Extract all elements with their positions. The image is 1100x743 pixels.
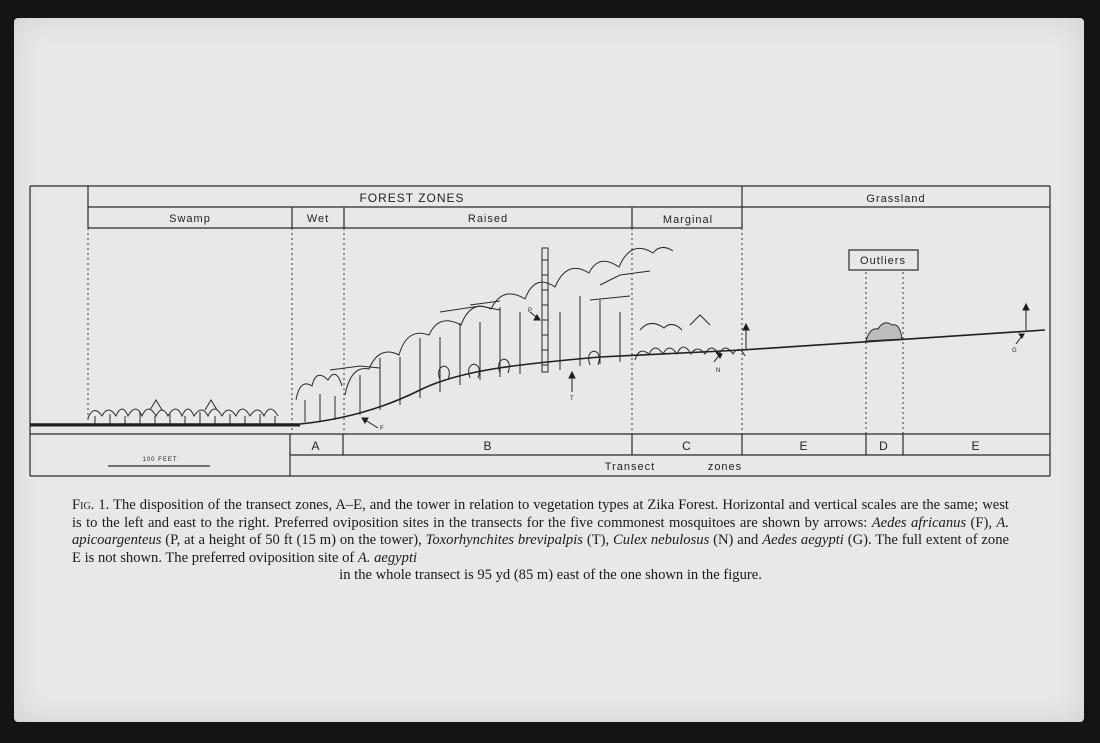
zone-c-label: C: [682, 439, 692, 453]
species-6: A. aegypti: [357, 549, 418, 566]
caption-text-6: (G). The full extent of zone E is not shown. The preferred oviposition site of: [72, 532, 1009, 566]
tower: [542, 248, 548, 372]
caption-text-2: (F),: [966, 514, 997, 531]
zone-a-label: A: [311, 439, 321, 453]
figure-caption: [72, 497, 1009, 585]
species-5: Aedes aegypti: [762, 532, 844, 548]
species-1: Aedes africanus: [871, 514, 967, 531]
species-4: Culex nebulosus: [612, 532, 710, 548]
forest-vegetation: [296, 247, 745, 422]
arrow-label-t: T: [570, 396, 574, 402]
caption-text-5: (N) and: [709, 532, 763, 548]
arrow-label-g: G: [1012, 348, 1017, 354]
outliers-label: Outliers: [860, 255, 906, 267]
caption-text-1: The disposition of the transect zones, A–E, and the tower in relation to vegetation types at Zika Forest. Horizontal and vertical scales are the same; west is to the left and east to the right. Preferred oviposition sites in the transects for the five commonest mosquitoes are shown by arrows:: [72, 497, 1009, 531]
caption-text-4: (T),: [582, 532, 613, 548]
zone-b-label: B: [483, 439, 493, 453]
raised-label: Raised: [467, 213, 509, 225]
swamp-vegetation: [88, 400, 278, 424]
wet-label: Wet: [306, 213, 330, 225]
swamp-label: Swamp: [169, 213, 211, 225]
forest-zones-header: FOREST ZONES: [359, 191, 465, 205]
species-2: A. apicoargenteus: [72, 514, 1009, 548]
grassland-header: Grassland: [866, 193, 926, 205]
scale-bar-label: 100 FEET: [142, 457, 178, 463]
zone-e2-label: E: [971, 439, 981, 453]
marginal-label: Marginal: [662, 214, 714, 226]
arrow-label-f: F: [380, 426, 384, 432]
transect-label: Transect: [604, 461, 656, 473]
zones-label: zones: [707, 461, 743, 473]
arrow-label-n: N: [716, 368, 721, 374]
arrow-label-p: P: [528, 308, 533, 314]
caption-text-7: in the whole transect is 95 yd (85 m) east of the one shown in the figure.: [339, 567, 762, 583]
caption-text-3: (P, at a height of 50 ft (15 m) on the tower),: [161, 532, 426, 548]
zone-e-label: E: [799, 439, 809, 453]
species-3: Toxorhynchites brevipalpis: [425, 532, 583, 548]
zone-d-label: D: [879, 439, 889, 453]
outliers-clump: [866, 323, 902, 341]
figure-number: Fig. 1.: [72, 497, 110, 513]
